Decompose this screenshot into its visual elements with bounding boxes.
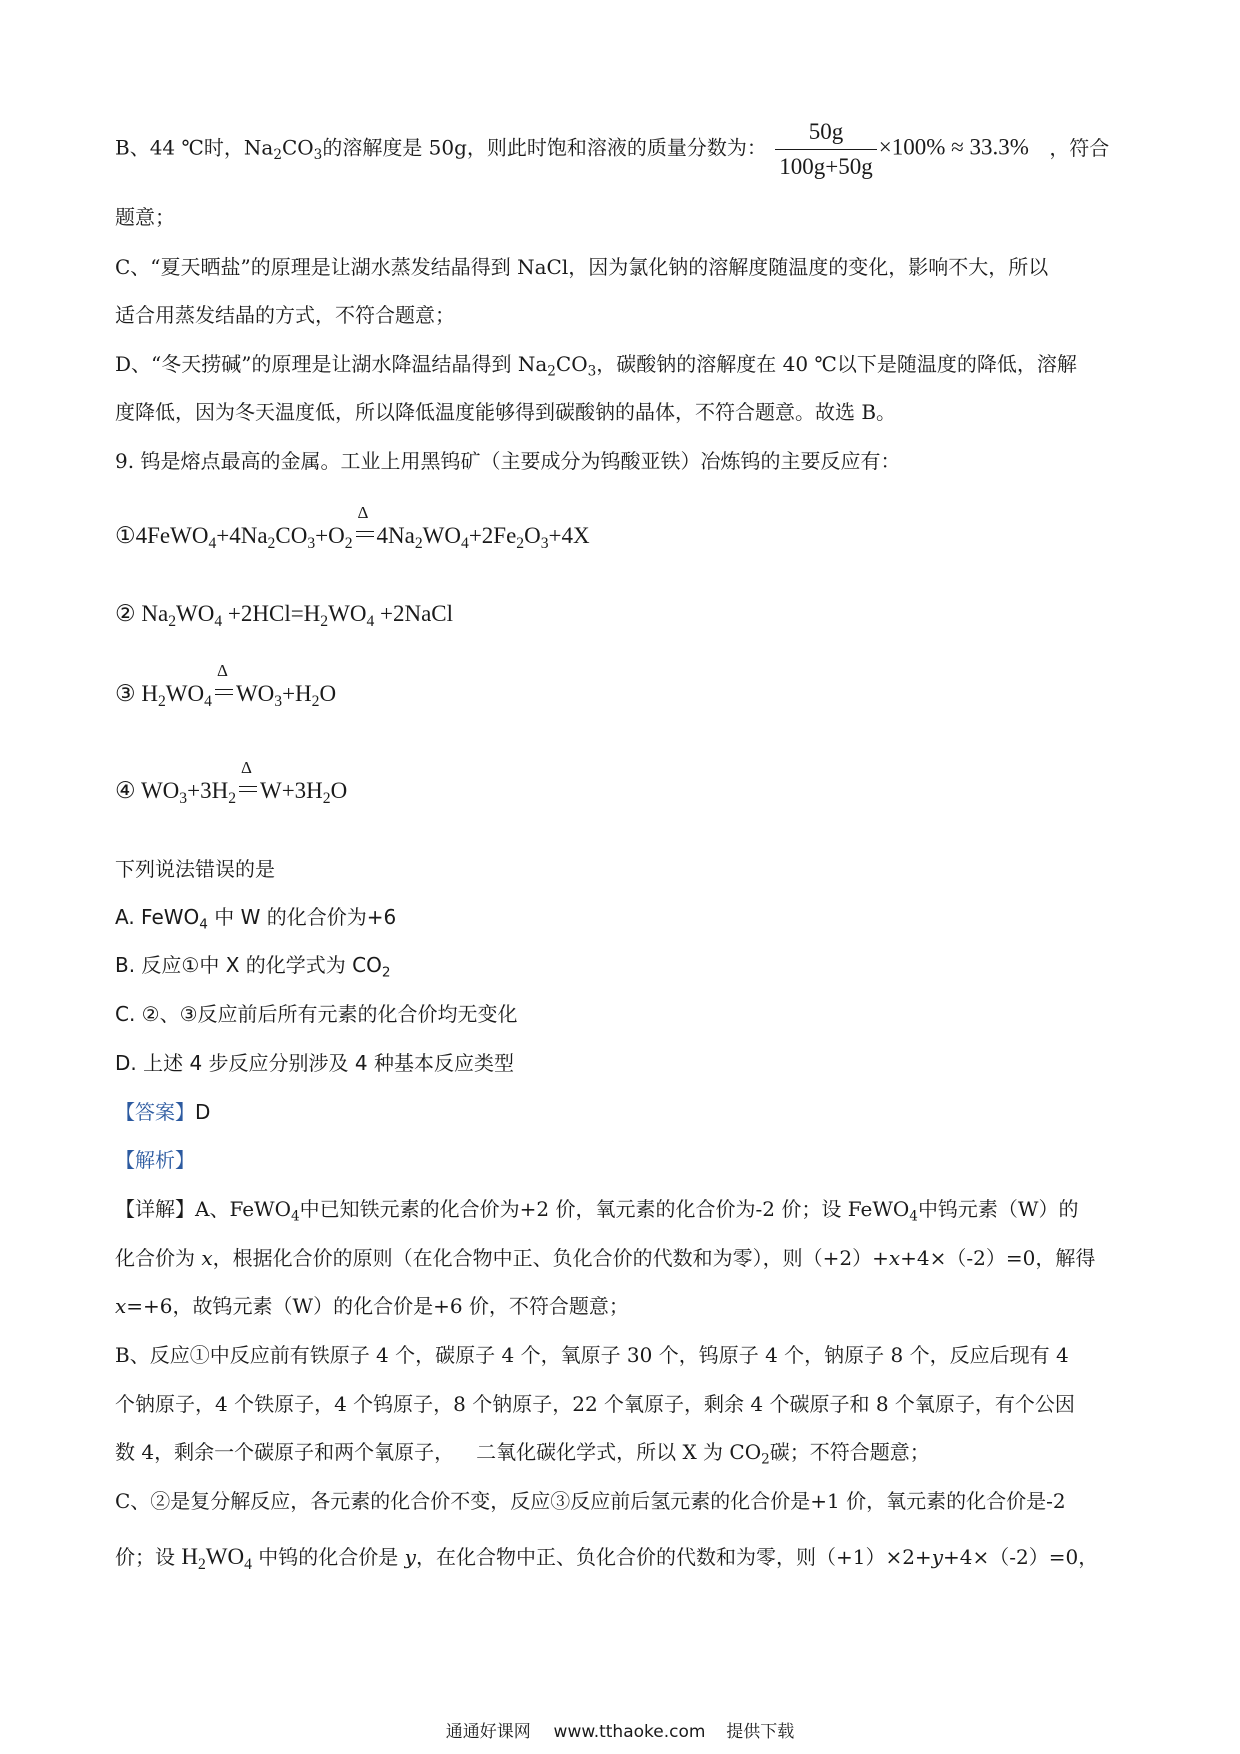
detail-line-5: 个钠原子，4 个铁原子，4 个钨原子，8 个钠原子，22 个氧原子，剩余 4 个碳原子和 8 个氧原子，有个公因 — [115, 1392, 1075, 1416]
detail-line-6: 数 4，剩余一个碳原子和两个氧原子， 二氧化碳化学式，所以 X 为 $CO_2$碳；不符合题意； — [115, 1440, 930, 1468]
detail-line-3: x=+6，故钨元素（W）的化合价是+6 价，不符合题意； — [115, 1294, 629, 1318]
answer-line — [115, 1100, 210, 1124]
option-b: B. 反应①中 X 的化学式为 $CO_2$ — [115, 953, 391, 981]
explanation-line-c2: 适合用蒸发结晶的方式，不符合题意； — [115, 303, 455, 327]
page-footer — [0, 1717, 1240, 1742]
explanation-line-b-cont: 题意； — [115, 205, 175, 229]
detail-line-1: 【详解】A、FeWO$_4$中已知铁元素的化合价为+2 价，氧元素的化合价为-2 价；设 FeWO$_4$中钨元素（W）的 — [115, 1197, 1079, 1225]
explanation-line-d1: D、“冬天捞碱”的原理是让湖水降温结晶得到 $Na_2CO_3$，碳酸钠的溶解度在 40 ℃以下是随温度的降低，溶解 — [115, 352, 1077, 380]
mass-fraction-formula: $\frac{50g}{100g+50g}$ — [775, 118, 876, 180]
option-c: C. ②、③反应前后所有元素的化合价均无变化 — [115, 1002, 518, 1026]
tungstic-acid-formula: $H_2WO_4$ — [181, 1544, 252, 1573]
option-a: A. FeWO$_4$ 中 W 的化合价为+6 — [115, 905, 397, 933]
explanation-line-b: B、44 ℃时，$Na_2CO_3$的溶解度是 50g，则此时饱和溶液的质量分数为： $\frac{50g}{100g+50g}$ ×100% ≈ 33.3% ，符合 — [115, 119, 1110, 179]
explanation-line-c1: C、“夏天晒盐”的原理是让湖水蒸发结晶得到 NaCl，因为氯化钠的溶解度随温度的变化，影响不大，所以 — [115, 255, 1049, 279]
detail-line-2: 化合价为 x，根据化合价的原则（在化合物中正、负化合价的代数和为零），则（+2）+x+4×（-2）=0，解得 — [115, 1246, 1096, 1270]
reaction-equation-3: ③ $H_2WO_4$ Δ $WO_3+H_2O$ — [115, 661, 337, 710]
analysis-tag: 【解析】 — [115, 1148, 195, 1172]
heating-condition-sign: Δ — [354, 531, 376, 541]
reaction-equation-2: ② $Na_2WO_4 +2HCl=H_2WO_4$ +2NaCl — [115, 601, 454, 630]
option-d: D. 上述 4 步反应分别涉及 4 种基本反应类型 — [115, 1051, 514, 1075]
answer-tag: 【答案】 — [115, 1100, 195, 1124]
detail-line-4: B、反应①中反应前有铁原子 4 个，碳原子 4 个，氧原子 30 个，钨原子 4 个，钠原子 8 个，反应后现有 4 — [115, 1343, 1069, 1367]
detail-line-7: C、②是复分解反应，各元素的化合价不变，反应③反应前后氢元素的化合价是+1 价，氧元素的化合价是-2 — [115, 1489, 1066, 1513]
answer-value: D — [195, 1100, 211, 1124]
reaction-equation-1: $①4FeWO_4+4Na_2CO_3+O_2$ Δ $4Na_2WO_4+2Fe_2O_3+4X$ — [115, 503, 590, 552]
footer-site-name: 通通好课网 — [445, 1722, 531, 1742]
footer-note: 提供下载 — [726, 1722, 795, 1742]
question-prompt: 下列说法错误的是 — [115, 857, 275, 881]
footer-url[interactable]: www.tthaoke.com — [553, 1722, 706, 1742]
reaction-equation-4: ④ $WO_3+3H_2$ Δ $W+3H_2O$ — [115, 758, 348, 807]
detail-line-8: 价；设 $H_2WO_4$ 中钨的化合价是 y，在化合物中正、负化合价的代数和为零，则（+1）×2+y+4×（-2）=0， — [115, 1544, 1099, 1573]
question-9-stem: 9. 钨是熔点最高的金属。工业上用黑钨矿（主要成分为钨酸亚铁）冶炼钨的主要反应有： — [115, 449, 901, 473]
heating-condition-sign: Δ — [213, 689, 235, 699]
heating-condition-sign: Δ — [237, 786, 259, 796]
explanation-line-d2: 度降低，因为冬天温度低，所以降低温度能够得到碳酸钠的晶体，不符合题意。故选 B。 — [115, 400, 897, 424]
